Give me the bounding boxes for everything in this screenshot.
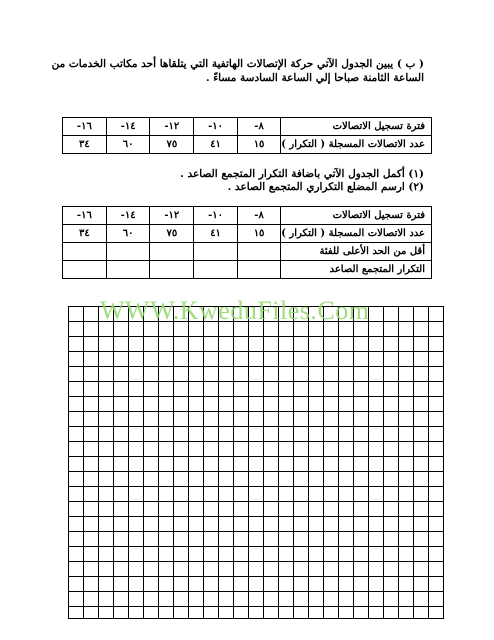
- empty-answer-cell[interactable]: [150, 243, 194, 261]
- table-cell: ٤١: [194, 225, 238, 243]
- table-cell: ١٠-: [194, 207, 238, 225]
- table-row: [63, 225, 432, 243]
- table-cell: ١٥: [237, 136, 280, 154]
- table-cell: ٣٤: [63, 225, 107, 243]
- row-label-frequency: عدد الاتصالات المسجلة ( التكرار ): [281, 136, 432, 154]
- empty-answer-cell[interactable]: [63, 243, 107, 261]
- row-label-upper-bound: أقل من الحد الأعلى للفئة: [281, 243, 432, 261]
- table-row: [63, 136, 432, 154]
- table-cell: ١٥: [237, 225, 280, 243]
- table-cell: ٨-: [237, 207, 280, 225]
- question-intro-line1: ( ب ) يبين الجدول الآتي حركة الإتصالات الهاتفية التي يتلقاها أحد مكاتب الخدمات من: [51, 58, 424, 70]
- task-2: (٢) ارسم المضلع التكراري المتجمع الصاعد .: [227, 181, 424, 193]
- table-cell: ١٠-: [194, 118, 238, 136]
- table-cell: ١٤-: [106, 118, 150, 136]
- row-label-period: فترة تسجيل الاتصالات: [281, 207, 432, 225]
- table-cell: ١٤-: [106, 207, 150, 225]
- empty-answer-cell[interactable]: [194, 243, 238, 261]
- frequency-table: [62, 117, 432, 154]
- row-label-cumulative: التكرار المتجمع الصاعد: [281, 261, 432, 279]
- table-cell: ٣٤: [63, 136, 107, 154]
- table-cell: ١٦-: [63, 118, 107, 136]
- table-cell: ١٦-: [63, 207, 107, 225]
- table-cell: ١٢-: [150, 207, 194, 225]
- empty-answer-cell[interactable]: [63, 261, 107, 279]
- table-row: [63, 118, 432, 136]
- row-label-frequency: عدد الاتصالات المسجلة ( التكرار ): [281, 225, 432, 243]
- table-row: [63, 243, 432, 261]
- table-cell: ٤١: [194, 136, 238, 154]
- table-cell: ٧٥: [150, 136, 194, 154]
- cumulative-frequency-table: [62, 206, 432, 279]
- empty-answer-cell[interactable]: [237, 243, 280, 261]
- task-1: (١) أكمل الجدول الآتي باضافة التكرار المتجمع الصاعد .: [180, 168, 424, 180]
- table-row: [63, 261, 432, 279]
- table-cell: ٦٠: [106, 225, 150, 243]
- empty-answer-cell[interactable]: [237, 261, 280, 279]
- table-cell: ٧٥: [150, 225, 194, 243]
- table-cell: ٨-: [237, 118, 280, 136]
- table-row: [63, 207, 432, 225]
- row-label-period: فترة تسجيل الاتصالات: [281, 118, 432, 136]
- table-cell: ١٢-: [150, 118, 194, 136]
- empty-answer-cell[interactable]: [106, 243, 150, 261]
- graph-paper-grid[interactable]: [68, 306, 444, 619]
- empty-answer-cell[interactable]: [106, 261, 150, 279]
- question-intro-line2: الساعة الثامنة صباحا إلي الساعة السادسة مساءً .: [205, 72, 424, 84]
- table-cell: ٦٠: [106, 136, 150, 154]
- empty-answer-cell[interactable]: [194, 261, 238, 279]
- empty-answer-cell[interactable]: [150, 261, 194, 279]
- watermark: WWW.KweduFiles.Com: [100, 296, 370, 325]
